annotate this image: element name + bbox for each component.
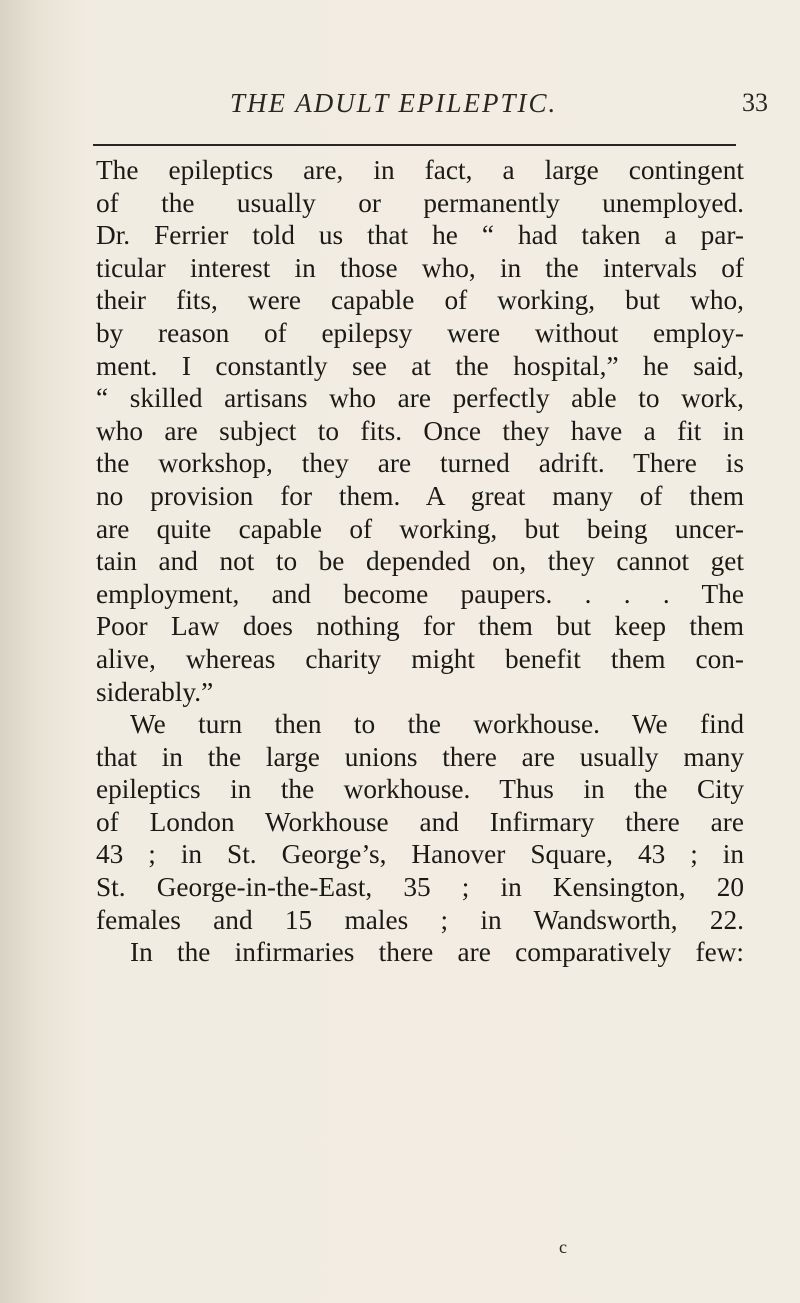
text-line: alive, whereas charity might benefit them con- [96,643,744,674]
paragraph-start-line: We turn then to the workhouse. We find [130,709,744,740]
text-line: “ skilled artisans who are perfectly able to work, [96,383,744,414]
text-line: St. George-in-the-East, 35 ; in Kensington, 20 [96,872,744,903]
text-line: epileptics in the workhouse. Thus in the City [96,774,744,805]
text-line: of London Workhouse and Infirmary there are [96,806,744,837]
text-line: The epileptics are, in fact, a large contingent [96,155,744,185]
text-line: no provision for them. A great many of them [96,480,744,511]
text-line: who are subject to fits. Once they have a fit in [96,415,744,446]
text-line: by reason of epilepsy were without employ- [96,317,744,348]
text-line: Dr. Ferrier told us that he “ had taken a par- [96,220,744,251]
text-line: ment. I constantly see at the hospital,” he said, [96,350,744,381]
body-text [96,154,744,969]
text-line: of the usually or permanently unemployed. [96,187,744,218]
running-title: THE ADULT EPILEPTIC. [230,88,558,118]
text-line: Poor Law does nothing for them but keep them [96,611,744,642]
text-line: tain and not to be depended on, they cannot get [96,546,744,577]
text-line: ticular interest in those who, in the intervals of [96,252,744,283]
page-number: 33 [742,88,768,117]
text-line: the workshop, they are turned adrift. There is [96,448,744,479]
text-line: that in the large unions there are usually many [96,741,744,772]
signature-mark: c [559,1237,567,1257]
text-line: their fits, were capable of working, but who, [96,285,744,316]
text-line: siderably.” [96,676,214,707]
text-line: are quite capable of working, but being uncer- [96,513,744,544]
header-rule [93,144,736,146]
text-line: 43 ; in St. George’s, Hanover Square, 43 ; in [96,839,744,870]
text-line: employment, and become paupers. . . . The [96,578,744,609]
text-line: females and 15 males ; in Wandsworth, 22. [96,904,744,935]
text-line: In the infirmaries there are comparatively few: [130,937,744,968]
page-header [0,88,800,128]
